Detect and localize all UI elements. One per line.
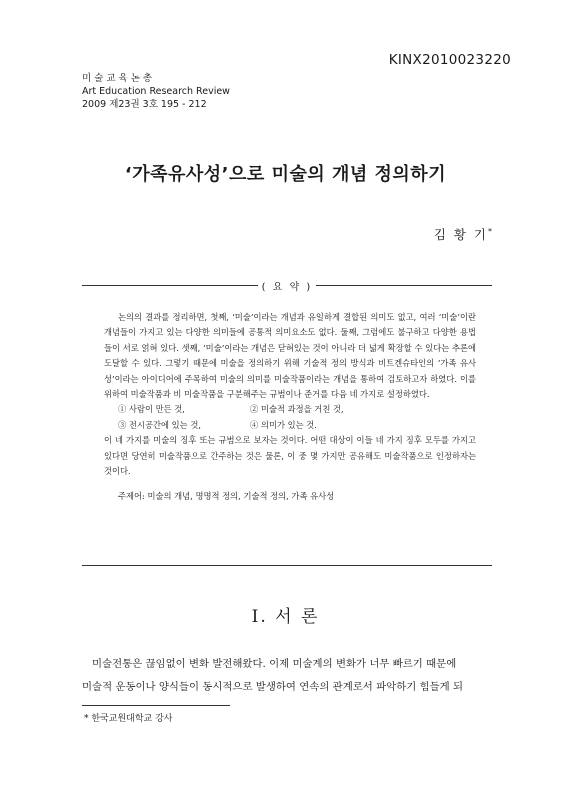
keywords: 주제어: 미술의 개념, 명명적 정의, 기술적 정의, 가족 유사성 [118, 491, 335, 502]
journal-info [82, 72, 230, 111]
body-line-1: 미술전통은 끊임없이 변화 발전해왔다. 이제 미술계의 변화가 너무 빠르기 때문에 [92, 658, 457, 670]
body-text [82, 653, 492, 699]
footnote: * 한국교원대학교 강사 [84, 714, 173, 724]
footnote-rule [82, 705, 230, 706]
article-title: ‘가족유사성’으로 미술의 개념 정의하기 [124, 164, 447, 185]
journal-name-english: Art Education Research Review [82, 86, 230, 97]
author [434, 225, 494, 243]
criterion-1: ① 사람이 만든 것, [118, 404, 185, 415]
abstract-paragraph-2: 이 네 가지를 미술의 징후 또는 규범으로 보자는 것이다. 어떤 대상이 이들 네 가지 징후 모두를 가지고 있다면 당연히 미술작품으로 간주하는 것은 물론, 이 중 몇 가지만 공유해도 미술작품으로 인정하자는 것이다. [104, 435, 476, 477]
abstract-heading: ( 요 약 ) [261, 281, 313, 293]
abstract-body [104, 310, 476, 505]
journal-citation: 2009 제23권 3호 195 - 212 [82, 99, 207, 110]
criteria-list [104, 402, 476, 433]
criterion-3: ③ 전시공간에 있는 것, [118, 419, 201, 430]
body-line-2: 미술적 운동이나 양식들이 동시적으로 발생하여 연속의 관계로서 파악하기 힘들게 되 [82, 681, 464, 693]
author-name: 김 황 기 [433, 227, 488, 242]
document-id: KINX2010023220 [388, 52, 511, 68]
abstract-paragraph-1: 논의의 결과를 정리하면, 첫째, ‘미술’이라는 개념과 유일하게 결합된 의미도 없고, 여러 ‘미술’이란 개념들이 가지고 있는 다양한 의미들에 공통적 의미요소도 없다. 둘째, 그럼에도 불구하고 다양한 용법들이 서로 얽혀 있다. 셋째, ‘미술’이라는 개념은 닫혀있는 것이 아니라 더 넓게 확장할 수 있다는 추론에 도달할 수 있다. 그렇기 때문에 미술을 정의하기 위해 기술적 정의 방식과 비트겐슈타인의 ‘가족 유사성’이라는 아이디어에 주목하여 미술의 의미를 미술작품이라는 개념을 통하여 검토하고자 하였다. 이를 위하여 미술작품과 비 미술작품을 구분해주는 규범이나 준거를 다음 네 가지로 설정하였다. [104, 312, 476, 400]
criterion-4: ④ 의미가 있는 것. [250, 419, 317, 430]
criterion-2: ② 미술적 과정을 거친 것, [250, 404, 344, 415]
author-footnote-mark: * [488, 226, 494, 236]
abstract-rule-right [316, 285, 492, 286]
abstract-rule-left [82, 285, 258, 286]
abstract-heading-rule [82, 278, 492, 292]
abstract-bottom-rule [82, 565, 492, 566]
journal-name-korean: 미술교육논총 [82, 73, 156, 84]
section-heading: Ⅰ. 서 론 [251, 607, 320, 627]
